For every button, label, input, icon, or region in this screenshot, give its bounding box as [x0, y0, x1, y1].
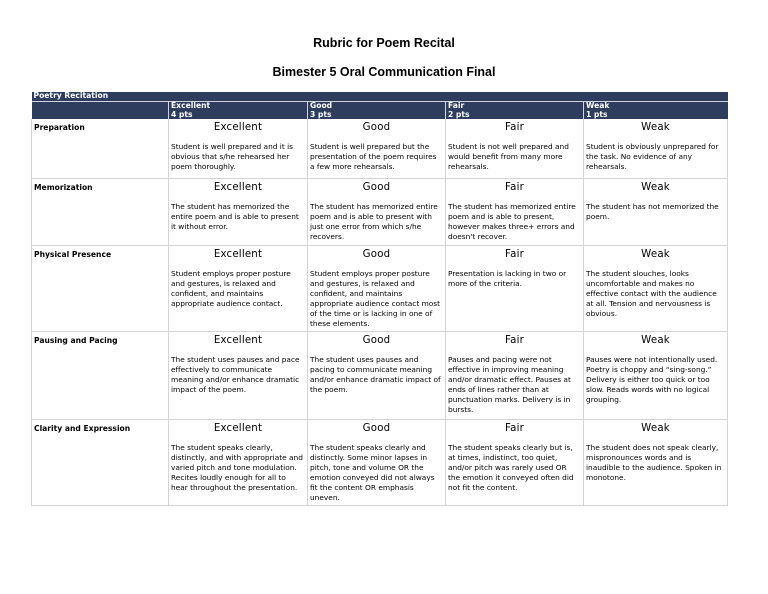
rating-label: Good: [362, 248, 391, 260]
criterion-description: Pauses and pacing were not effective in improving meaning and/or dramatic effect. Pauses at ends of lines rather than at punctuation marks. Delivery is in bursts.: [448, 354, 571, 414]
rating-label: Excellent: [213, 248, 263, 260]
rating-label: Good: [362, 122, 391, 133]
criterion-description: The student speaks clearly and distinctly. Some minor lapses in pitch, tone and volume OR the emotion conveyed did not always fit the content OR emphasis uneven.: [310, 442, 435, 502]
criterion-description: The student uses pauses and pacing to communicate meaning and/or enhance dramatic impact of the poem.: [310, 354, 441, 394]
document-title: Rubric for Poem Recital: [313, 36, 455, 50]
criterion-description: The student has memorized entire poem and is able to present, however makes three+ errors and doesn't recover.: [448, 201, 576, 241]
rating-label: Excellent: [213, 334, 263, 346]
column-header-name: Fair: [448, 101, 465, 110]
column-header-points: 1 pts: [586, 109, 608, 119]
rubric-cell: [446, 178, 584, 245]
column-header-excellent: [169, 102, 308, 120]
column-header-fair: [446, 102, 584, 120]
rating-label: Fair: [505, 248, 524, 260]
rubric-row: [32, 178, 728, 245]
column-header-good: [308, 102, 446, 120]
rating-label: Excellent: [213, 122, 263, 133]
rubric-cell: [308, 119, 446, 178]
rubric-cell: [308, 245, 446, 331]
rating-label: Good: [362, 334, 391, 346]
column-header-row: [32, 102, 728, 120]
criterion-description: Student is well prepared and it is obvious that s/he rehearsed her poem thoroughly.: [171, 142, 293, 171]
rating-label: Weak: [641, 181, 670, 193]
rubric-cell: [308, 178, 446, 245]
rating-label: Fair: [505, 334, 524, 346]
criterion-description: The student does not speak clearly, mispronounces words and is inaudible to the audience. Spoken in monotone.: [586, 442, 722, 482]
criterion-description: The student slouches, looks uncomfortable and makes no effective contact with the audience at all. Tension and nervousness is obvious.: [586, 268, 717, 318]
rubric-row: [32, 245, 728, 331]
row-label: Memorization: [32, 178, 169, 245]
criterion-description: The student speaks clearly but is, at times, indistinct, too quiet, and/or pitch was rarely used OR the emotion it conveyed often did not fit the content.: [448, 442, 574, 492]
rubric-cell: [169, 119, 308, 178]
criterion-description: The student speaks clearly, distinctly, and with appropriate and varied pitch and tone modulation. Recites loudly enough for all to hear throughout the presentation.: [171, 442, 303, 492]
criterion-description: Student is well prepared but the presentation of the poem requires a few more rehearsals.: [310, 142, 437, 171]
criterion-description: The student has not memorized the poem.: [586, 201, 719, 221]
rubric-cell: [584, 331, 728, 419]
rating-label: Fair: [505, 181, 524, 193]
column-header-points: 4 pts: [171, 109, 193, 119]
criterion-description: The student has memorized the entire poem and is able to present it without error.: [171, 201, 299, 231]
criterion-description: Student employs proper posture and gestures, is relaxed and confident, and maintains appropriate audience contact most of the time or is lacking in one of these elements.: [310, 268, 441, 328]
rubric-cell: [308, 419, 446, 505]
criterion-description: The student uses pauses and pace effectively to communicate meaning and/or enhance dramatic impact of the poem.: [171, 354, 300, 394]
corner-header-cell: [32, 102, 169, 120]
rubric-cell: [584, 419, 728, 505]
table-title: Poetry Recitation: [32, 92, 728, 102]
rubric-cell: [446, 245, 584, 331]
rubric-cell: [446, 119, 584, 178]
column-header-points: 2 pts: [448, 109, 470, 119]
criterion-description: The student has memorized entire poem and is able to present with just one error from which s/he recovers.: [310, 201, 438, 241]
criterion-description: Student employs proper posture and gestures, is relaxed and confident, and maintains appropriate audience contact.: [171, 268, 291, 308]
rubric-cell: [584, 178, 728, 245]
table-title-row: [32, 92, 728, 102]
rubric-cell: [169, 245, 308, 331]
rating-label: Fair: [505, 422, 524, 434]
criterion-description: Student is obviously unprepared for the task. No evidence of any rehearsals.: [586, 142, 719, 171]
rubric-cell: [446, 331, 584, 419]
rubric-row: [32, 419, 728, 505]
rubric-row: [32, 119, 728, 178]
column-header-name: Excellent: [171, 101, 211, 110]
row-label: Preparation: [32, 119, 169, 178]
column-header-name: Good: [310, 101, 333, 110]
criterion-description: Pauses were not intentionally used. Poetry is choppy and “sing-song.” Delivery is either too quick or too slow. Reads words with no logical grouping.: [586, 354, 718, 404]
rubric-row: [32, 331, 728, 419]
row-label: Clarity and Expression: [32, 419, 169, 505]
column-header-weak: [584, 102, 728, 120]
rubric-cell: [169, 419, 308, 505]
criterion-description: Presentation is lacking in two or more of the criteria.: [448, 268, 567, 288]
rubric-table: [31, 92, 728, 506]
rubric-cell: [169, 178, 308, 245]
document-subtitle: Bimester 5 Oral Communication Final: [272, 65, 496, 79]
rubric-cell: [584, 245, 728, 331]
rating-label: Fair: [505, 122, 524, 133]
column-header-name: Weak: [586, 101, 610, 110]
column-header-points: 3 pts: [310, 109, 332, 119]
criterion-description: Student is not well prepared and would benefit from many more rehearsals.: [448, 142, 569, 171]
rating-label: Excellent: [213, 181, 263, 193]
rating-label: Weak: [641, 248, 670, 260]
rating-label: Weak: [641, 334, 670, 346]
row-label: Physical Presence: [32, 245, 169, 331]
rubric-cell: [446, 419, 584, 505]
rating-label: Weak: [641, 422, 670, 434]
rating-label: Excellent: [213, 422, 263, 434]
rating-label: Good: [362, 422, 391, 434]
rubric-cell: [308, 331, 446, 419]
rating-label: Weak: [641, 122, 670, 133]
rubric-cell: [169, 331, 308, 419]
rating-label: Good: [362, 181, 391, 193]
rubric-cell: [584, 119, 728, 178]
row-label: Pausing and Pacing: [32, 331, 169, 419]
